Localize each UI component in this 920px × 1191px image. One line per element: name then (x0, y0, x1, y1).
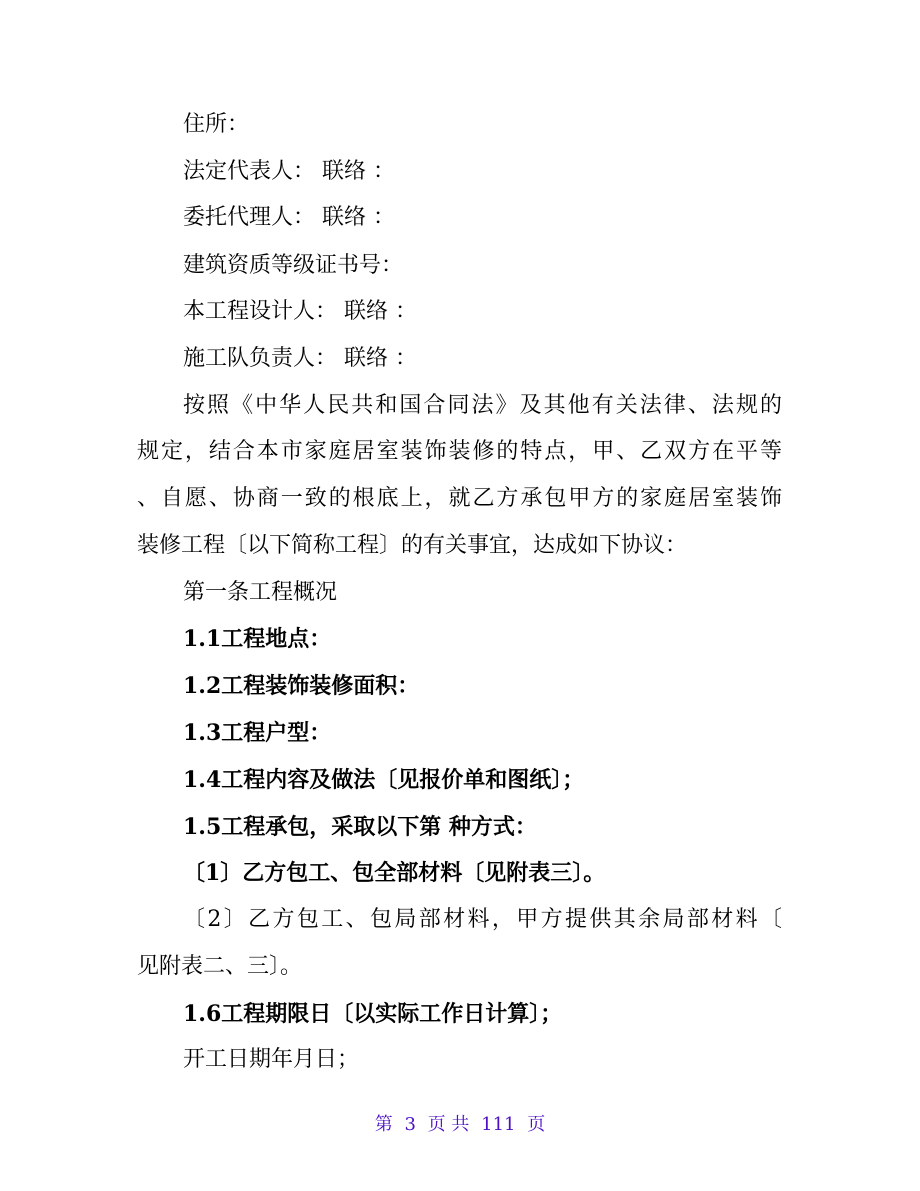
item-1-5: 1.5工程承包，采取以下第 种方式： (183, 814, 537, 840)
page-label: 第 (374, 1114, 393, 1135)
paragraph-line-3: 、自愿、协商一致的根底上，就乙方承包甲方的家庭居室装饰 (137, 486, 782, 511)
agent-line: 委托代理人： 联络 ： (183, 205, 395, 230)
page-current: 3 (404, 1114, 416, 1135)
page-number-footer (0, 1113, 920, 1137)
item-1-3: 1.3工程户型： (183, 720, 332, 746)
item-1-2: 1.2工程装饰装修面积： (183, 673, 420, 699)
page-mid: 页 共 (427, 1114, 470, 1135)
team-leader-line: 施工队负责人： 联络 ： (183, 346, 417, 371)
option-2-line-1: 〔2〕乙方包工、包局部材料，甲方提供其余局部材料〔 (183, 907, 782, 932)
page-suffix: 页 (527, 1114, 546, 1135)
page-total: 111 (481, 1114, 516, 1135)
item-1-1: 1.1工程地点： (183, 626, 332, 652)
item-1-4: 1.4工程内容及做法〔见报价单和图纸〕； (183, 767, 585, 793)
paragraph-line-2: 规定，结合本市家庭居室装饰装修的特点，甲、乙双方在平等 (137, 439, 782, 464)
legal-representative-line: 法定代表人： 联络 ： (183, 159, 395, 184)
item-1-6: 1.6工程期限日〔以实际工作日计算〕； (183, 1001, 563, 1027)
paragraph-line-1: 按照《中华人民共和国合同法》及其他有关法律、法规的 (183, 393, 782, 418)
article-1-heading: 第一条工程概况 (183, 580, 338, 605)
qualification-certificate-line: 建筑资质等级证书号： (183, 253, 404, 278)
residence-line: 住所： (183, 112, 250, 137)
designer-line: 本工程设计人： 联络 ： (183, 299, 417, 324)
start-date-line: 开工日期年月日； (183, 1047, 360, 1072)
option-1: 〔1〕乙方包工、包全部材料〔见附表三〕。 (183, 860, 606, 886)
paragraph-line-4: 装修工程〔以下简称工程〕的有关事宜，达成如下协议： (137, 533, 688, 558)
option-2-line-2: 见附表二、三〕。 (137, 954, 303, 979)
